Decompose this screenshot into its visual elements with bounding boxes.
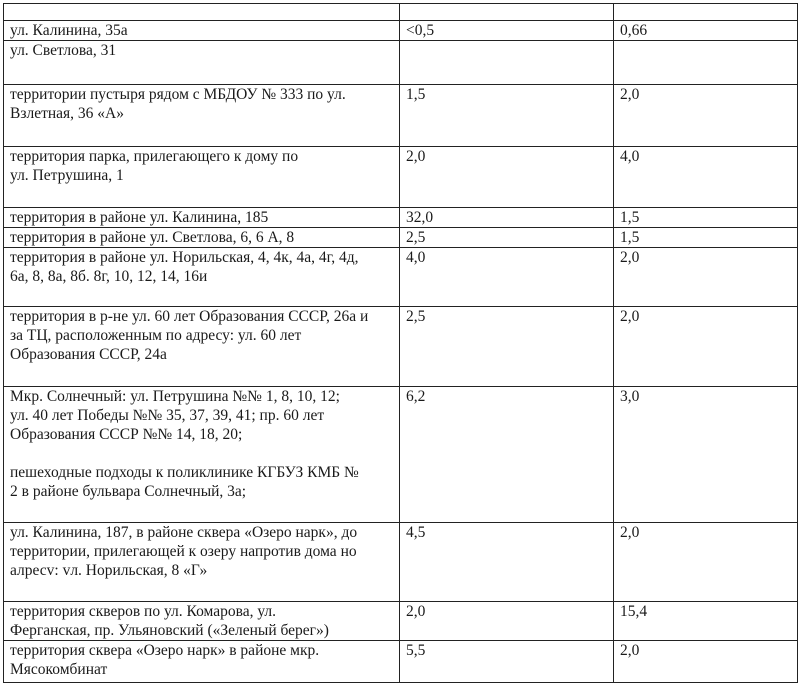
location-line: ул. Калинина, 35а <box>10 22 128 39</box>
value-1-cell <box>400 41 614 85</box>
location-line: территория в районе ул. Светлова, 6, 6 А, 8 <box>10 229 295 246</box>
location-line: территории, прилегающей к озеру напротив дома но <box>10 543 357 560</box>
value-2-cell: 15,4 <box>614 602 798 641</box>
location-cell <box>4 307 400 387</box>
location-line: территория сквера «Озеро нарк» в районе мкр. <box>10 642 320 659</box>
location-line: Мкр. Солнечный: ул. Петрушина №№ 1, 8, 10, 12; <box>10 388 340 405</box>
location-cell <box>4 602 400 641</box>
value-2-cell: 0,66 <box>614 21 798 41</box>
value-2-cell: 2,0 <box>614 248 798 307</box>
location-line: за ТЦ, расположенным по адресу: ул. 60 лет <box>10 327 302 344</box>
location-cell <box>4 41 400 85</box>
location-line: территория в р-не ул. 60 лет Образования СССР, 26а и <box>10 308 369 325</box>
location-line: территория в районе ул. Калинина, 185 <box>10 209 269 226</box>
location-line: алресv: vл. Норильская, 8 «Г» <box>10 562 208 579</box>
value-2-cell: 2,0 <box>614 307 798 387</box>
header-cell-location <box>4 4 400 21</box>
value-1-cell: <0,5 <box>400 21 614 41</box>
location-line: ул. Калинина, 187, в районе сквера «Озеро нарк», до <box>10 524 358 541</box>
location-line: Мясокомбинат <box>10 661 108 678</box>
table-row <box>4 307 798 387</box>
table-row <box>4 228 798 248</box>
value-1-cell: 2,5 <box>400 307 614 387</box>
table-row <box>4 41 798 85</box>
location-line: 2 в районе бульвара Солнечный, 3а; <box>10 483 247 500</box>
header-row <box>4 4 798 21</box>
location-line <box>10 444 395 463</box>
location-line: территория парка, прилегающего к дому по <box>10 148 299 165</box>
location-cell <box>4 523 400 602</box>
value-2-cell: 4,0 <box>614 147 798 208</box>
location-line: Образования СССР №№ 14, 18, 20; <box>10 426 243 443</box>
location-line: 6а, 8, 8а, 8б. 8г, 10, 12, 14, 16и <box>10 268 208 285</box>
data-table <box>3 3 798 683</box>
location-line: территории пустыря рядом с МБДОУ № 333 по ул. <box>10 86 346 103</box>
table-row <box>4 602 798 641</box>
table-row <box>4 85 798 147</box>
location-line: Ферганская, пр. Ульяновский («Зеленый берег») <box>10 622 329 639</box>
value-1-cell: 2,0 <box>400 147 614 208</box>
table-row <box>4 523 798 602</box>
value-2-cell <box>614 41 798 85</box>
value-2-cell: 3,0 <box>614 387 798 523</box>
table-row <box>4 248 798 307</box>
table-row <box>4 21 798 41</box>
location-cell <box>4 147 400 208</box>
value-2-cell: 1,5 <box>614 228 798 248</box>
value-2-cell: 2,0 <box>614 641 798 683</box>
value-2-cell: 2,0 <box>614 85 798 147</box>
location-cell <box>4 248 400 307</box>
location-cell <box>4 641 400 683</box>
header-cell-value-2 <box>614 4 798 21</box>
value-1-cell: 4,5 <box>400 523 614 602</box>
location-line: ул. Светлова, 31 <box>10 42 117 59</box>
location-line: ул. Петрушина, 1 <box>10 167 124 184</box>
location-line: территория в районе ул. Норильская, 4, 4к, 4а, 4г, 4д, <box>10 249 359 266</box>
value-1-cell: 2,0 <box>400 602 614 641</box>
location-line: Образования СССР, 24а <box>10 346 167 363</box>
value-1-cell: 5,5 <box>400 641 614 683</box>
location-cell <box>4 85 400 147</box>
location-cell <box>4 21 400 41</box>
value-2-cell: 2,0 <box>614 523 798 602</box>
location-line: пешеходные подходы к поликлинике КГБУЗ КМБ № <box>10 464 359 481</box>
value-2-cell: 1,5 <box>614 208 798 228</box>
value-1-cell: 1,5 <box>400 85 614 147</box>
table-row <box>4 208 798 228</box>
table-row <box>4 641 798 683</box>
location-line: Взлетная, 36 «А» <box>10 105 124 122</box>
location-cell <box>4 208 400 228</box>
value-1-cell: 6,2 <box>400 387 614 523</box>
value-1-cell: 32,0 <box>400 208 614 228</box>
header-cell-value-1 <box>400 4 614 21</box>
location-cell <box>4 387 400 523</box>
location-line: ул. 40 лет Победы №№ 35, 37, 39, 41; пр. 60 лет <box>10 407 325 424</box>
table-row <box>4 387 798 523</box>
location-cell <box>4 228 400 248</box>
table-row <box>4 147 798 208</box>
value-1-cell: 2,5 <box>400 228 614 248</box>
location-line: территория скверов по ул. Комарова, ул. <box>10 603 277 620</box>
table-body <box>4 4 798 683</box>
value-1-cell: 4,0 <box>400 248 614 307</box>
